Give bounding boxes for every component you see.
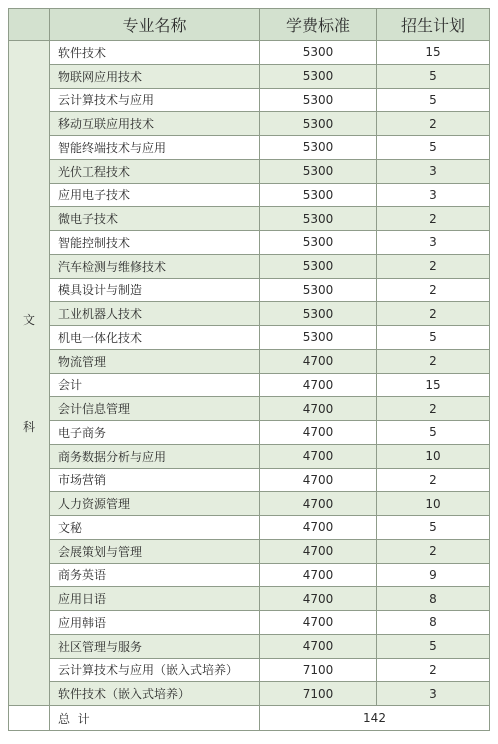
tuition-cell: 5300 <box>260 254 377 278</box>
table-row <box>9 64 490 88</box>
table-row <box>9 611 490 635</box>
tuition-cell: 5300 <box>260 207 377 231</box>
major-name-cell: 智能终端技术与应用 <box>50 136 260 160</box>
major-name-cell: 物联网应用技术 <box>50 64 260 88</box>
enrollment-plan-cell: 2 <box>377 207 490 231</box>
table-row <box>9 112 490 136</box>
tuition-cell: 4700 <box>260 444 377 468</box>
tuition-cell: 5300 <box>260 88 377 112</box>
enrollment-plan-cell: 5 <box>377 88 490 112</box>
tuition-cell: 4700 <box>260 492 377 516</box>
enrollment-plan-cell: 10 <box>377 444 490 468</box>
table-row <box>9 254 490 278</box>
major-name-cell: 商务数据分析与应用 <box>50 444 260 468</box>
major-name-cell: 应用电子技术 <box>50 183 260 207</box>
total-blank-cell <box>9 706 50 731</box>
major-name-cell: 微电子技术 <box>50 207 260 231</box>
major-name-cell: 应用日语 <box>50 587 260 611</box>
major-name-cell: 会计 <box>50 373 260 397</box>
category-cell <box>9 41 50 706</box>
total-row <box>9 706 490 731</box>
table-row <box>9 373 490 397</box>
table-row <box>9 492 490 516</box>
major-name-cell: 电子商务 <box>50 421 260 445</box>
table-row <box>9 421 490 445</box>
enrollment-plan-cell: 3 <box>377 682 490 706</box>
major-name-cell: 文秘 <box>50 516 260 540</box>
table-row <box>9 41 490 65</box>
tuition-cell: 5300 <box>260 112 377 136</box>
enrollment-plan-cell: 5 <box>377 136 490 160</box>
major-name-cell: 机电一体化技术 <box>50 326 260 350</box>
major-name-cell: 物流管理 <box>50 349 260 373</box>
tuition-cell: 5300 <box>260 183 377 207</box>
header-enrollment-plan: 招生计划 <box>377 9 490 41</box>
table-row <box>9 159 490 183</box>
major-name-cell: 社区管理与服务 <box>50 634 260 658</box>
tuition-cell: 4700 <box>260 634 377 658</box>
major-name-cell: 会计信息管理 <box>50 397 260 421</box>
admission-plan-table <box>8 8 490 731</box>
tuition-cell: 7100 <box>260 682 377 706</box>
table-row <box>9 444 490 468</box>
enrollment-plan-cell: 5 <box>377 64 490 88</box>
enrollment-plan-cell: 5 <box>377 326 490 350</box>
enrollment-plan-cell: 2 <box>377 397 490 421</box>
tuition-cell: 4700 <box>260 349 377 373</box>
tuition-cell: 4700 <box>260 373 377 397</box>
category-char-2: 科 <box>22 419 35 434</box>
table-row <box>9 302 490 326</box>
tuition-cell: 4700 <box>260 563 377 587</box>
major-name-cell: 云计算技术与应用 <box>50 88 260 112</box>
enrollment-plan-cell: 2 <box>377 539 490 563</box>
tuition-cell: 7100 <box>260 658 377 682</box>
tuition-cell: 5300 <box>260 302 377 326</box>
major-name-cell: 人力资源管理 <box>50 492 260 516</box>
major-name-cell: 光伏工程技术 <box>50 159 260 183</box>
header-major-name: 专业名称 <box>50 9 260 41</box>
tuition-cell: 4700 <box>260 611 377 635</box>
enrollment-plan-cell: 2 <box>377 349 490 373</box>
category-char-1: 文 <box>22 312 35 327</box>
total-value: 142 <box>260 706 490 731</box>
table-row <box>9 516 490 540</box>
tuition-cell: 4700 <box>260 587 377 611</box>
enrollment-plan-cell: 15 <box>377 373 490 397</box>
major-name-cell: 市场营销 <box>50 468 260 492</box>
tuition-cell: 4700 <box>260 516 377 540</box>
table-body <box>9 41 490 731</box>
enrollment-plan-cell: 2 <box>377 468 490 492</box>
tuition-cell: 5300 <box>260 231 377 255</box>
enrollment-plan-cell: 9 <box>377 563 490 587</box>
enrollment-plan-cell: 2 <box>377 302 490 326</box>
major-name-cell: 软件技术（嵌入式培养） <box>50 682 260 706</box>
table-row <box>9 539 490 563</box>
total-label: 总 计 <box>50 706 260 731</box>
tuition-cell: 5300 <box>260 64 377 88</box>
table-row <box>9 183 490 207</box>
major-name-cell: 智能控制技术 <box>50 231 260 255</box>
major-name-cell: 工业机器人技术 <box>50 302 260 326</box>
major-name-cell: 应用韩语 <box>50 611 260 635</box>
table-row <box>9 634 490 658</box>
table-row <box>9 658 490 682</box>
enrollment-plan-cell: 3 <box>377 231 490 255</box>
enrollment-plan-cell: 10 <box>377 492 490 516</box>
enrollment-plan-cell: 5 <box>377 516 490 540</box>
header-tuition: 学费标准 <box>260 9 377 41</box>
enrollment-plan-cell: 2 <box>377 254 490 278</box>
tuition-cell: 4700 <box>260 468 377 492</box>
table-row <box>9 349 490 373</box>
enrollment-plan-cell: 3 <box>377 183 490 207</box>
major-name-cell: 软件技术 <box>50 41 260 65</box>
major-name-cell: 云计算技术与应用（嵌入式培养） <box>50 658 260 682</box>
category-spacer <box>9 326 49 421</box>
table-row <box>9 468 490 492</box>
major-name-cell: 会展策划与管理 <box>50 539 260 563</box>
table-row <box>9 136 490 160</box>
tuition-cell: 5300 <box>260 326 377 350</box>
table-row <box>9 207 490 231</box>
tuition-cell: 5300 <box>260 136 377 160</box>
major-name-cell: 移动互联应用技术 <box>50 112 260 136</box>
tuition-cell: 5300 <box>260 41 377 65</box>
major-name-cell: 汽车检测与维修技术 <box>50 254 260 278</box>
table-row <box>9 682 490 706</box>
table-row <box>9 326 490 350</box>
table-row <box>9 587 490 611</box>
tuition-cell: 4700 <box>260 421 377 445</box>
table-row <box>9 88 490 112</box>
enrollment-plan-cell: 2 <box>377 658 490 682</box>
table-header-row <box>9 9 490 41</box>
tuition-cell: 4700 <box>260 539 377 563</box>
enrollment-plan-cell: 5 <box>377 421 490 445</box>
table-row <box>9 231 490 255</box>
major-name-cell: 商务英语 <box>50 563 260 587</box>
table-row <box>9 563 490 587</box>
enrollment-plan-cell: 8 <box>377 611 490 635</box>
enrollment-plan-cell: 5 <box>377 634 490 658</box>
tuition-cell: 5300 <box>260 159 377 183</box>
table-row <box>9 278 490 302</box>
table-row <box>9 397 490 421</box>
enrollment-plan-cell: 15 <box>377 41 490 65</box>
major-name-cell: 模具设计与制造 <box>50 278 260 302</box>
enrollment-plan-cell: 2 <box>377 278 490 302</box>
header-blank-cell <box>9 9 50 41</box>
enrollment-plan-cell: 2 <box>377 112 490 136</box>
tuition-cell: 5300 <box>260 278 377 302</box>
enrollment-plan-cell: 8 <box>377 587 490 611</box>
tuition-cell: 4700 <box>260 397 377 421</box>
enrollment-plan-cell: 3 <box>377 159 490 183</box>
